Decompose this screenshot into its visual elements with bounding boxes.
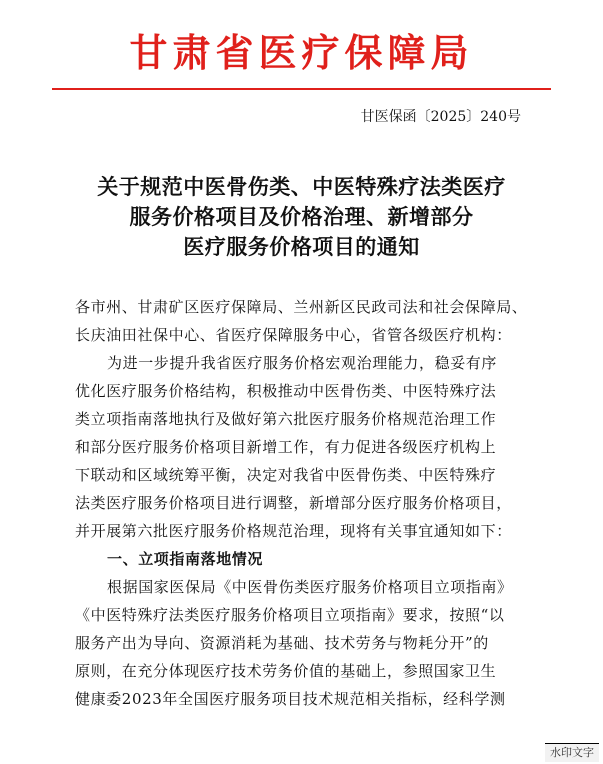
- document-number: 甘医保函〔2025〕240号: [360, 109, 521, 125]
- body-line: 和部分医疗服务价格项目新增工作，有力促进各级医疗机构上: [75, 438, 497, 456]
- document-body: [75, 349, 535, 713]
- body-line: 为进一步提升我省医疗服务价格宏观治理能力，稳妥有序: [107, 354, 498, 372]
- body-line: 类立项指南落地执行及做好第六批医疗服务价格规范治理工作: [75, 410, 497, 428]
- body-line: 下联动和区域统筹平衡，决定对我省中医骨伤类、中医特殊疗: [75, 466, 497, 484]
- title-line: 服务价格项目及价格治理、新增部分: [129, 204, 474, 229]
- title-line: 医疗服务价格项目的通知: [183, 234, 420, 259]
- section-heading: 一、立项指南落地情况: [107, 550, 264, 568]
- recipients-line: 各市州、甘肃矿区医疗保障局、兰州新区民政司法和社会保障局、: [75, 298, 528, 316]
- recipients: [75, 293, 535, 349]
- body-line: 并开展第六批医疗服务价格规范治理，现将有关事宜通知如下：: [75, 522, 512, 540]
- body-line: 服务产出为导向、资源消耗为基础、技术劳务与物耗分开”的: [75, 634, 489, 652]
- watermark-label: 水印文字: [545, 743, 599, 762]
- body-line: 原则，在充分体现医疗技术劳务价值的基础上，参照国家卫生: [75, 662, 497, 680]
- document-title: [0, 172, 603, 262]
- body-line: 《中医特殊疗法类医疗服务价格项目立项指南》要求，按照“以: [75, 606, 505, 624]
- body-line: 法类医疗服务价格项目进行调整，新增部分医疗服务价格项目，: [75, 494, 512, 512]
- title-line: 关于规范中医骨伤类、中医特殊疗法类医疗: [97, 174, 506, 199]
- agency-letterhead: 甘肃省医疗保障局: [129, 30, 474, 75]
- body-line: 健康委2023年全国医疗服务项目技术规范相关指标，经科学测: [75, 690, 506, 708]
- body-line: 根据国家医保局《中医骨伤类医疗服务价格项目立项指南》: [107, 578, 513, 596]
- recipients-line: 长庆油田社保中心、省医疗保障服务中心，省管各级医疗机构：: [75, 326, 512, 344]
- body-line: 优化医疗服务价格结构，积极推动中医骨伤类、中医特殊疗法: [75, 382, 497, 400]
- letterhead-divider: [52, 88, 551, 90]
